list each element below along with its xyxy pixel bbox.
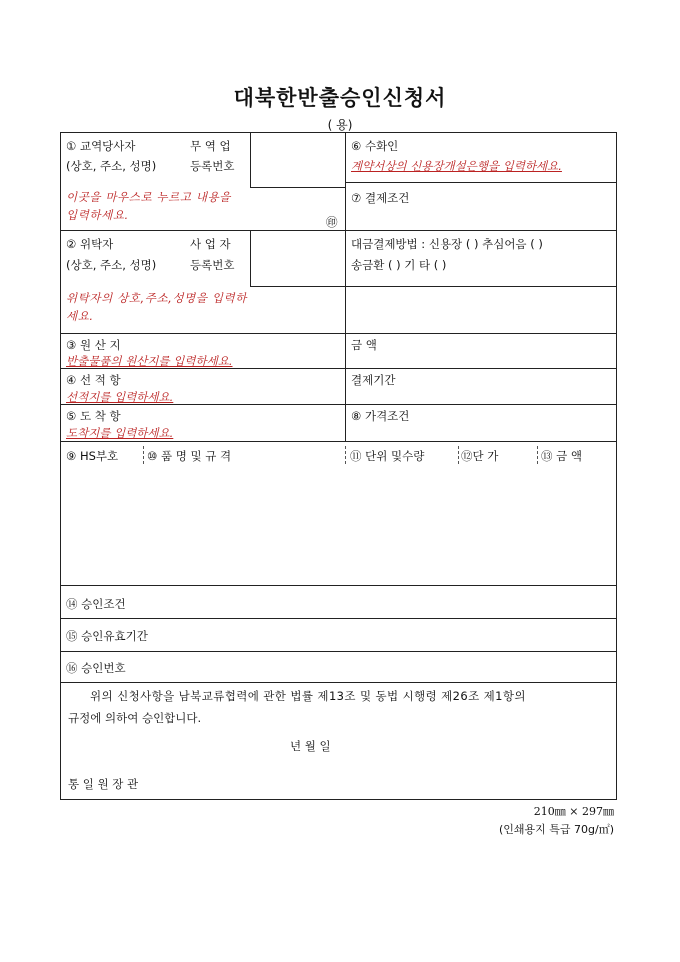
- approval-number-label: ⑯ 승인번호: [66, 661, 126, 675]
- destination-port-input[interactable]: 도착지를 입력하세요.: [66, 426, 174, 440]
- approval-conditions-label: ⑭ 승인조건: [66, 597, 126, 611]
- approval-statement-line2: 규정에 의하여 승인합니다.: [68, 711, 202, 725]
- seal-mark: ㊞: [326, 215, 338, 229]
- business-registration-label: 등록번호: [190, 258, 235, 272]
- destination-port-label: ⑤ 도 착 항: [66, 409, 121, 423]
- approval-validity-label: ⑮ 승인유효기간: [66, 629, 148, 643]
- trader-sublabel: (상호, 주소, 성명): [66, 159, 157, 173]
- form-subtitle: ( 용): [327, 118, 353, 132]
- trade-business-label: 무 역 업: [190, 139, 231, 153]
- approval-statement-line1: 위의 신청사항을 남북교류협력에 관한 법률 제13조 및 동법 시행령 제26조 제1항의: [90, 689, 526, 703]
- trade-registration-label: 등록번호: [190, 159, 235, 173]
- items-input-area[interactable]: [62, 468, 614, 582]
- payment-method-line1: 대금결제방법 : 신용장 ( ) 추심어음 ( ): [351, 237, 543, 251]
- trader-input[interactable]: 이곳을 마우스로 누르고 내용을 입력하세요.: [66, 190, 231, 222]
- paper-size: 210㎜ × 297㎜: [533, 805, 614, 818]
- consignor-input[interactable]: 위탁자의 상호,주소,성명을 입력하세요.: [66, 291, 247, 323]
- consignor-label: ② 위탁자: [66, 237, 114, 251]
- business-label: 사 업 자: [190, 237, 231, 251]
- trader-label: ① 교역당사자: [66, 139, 136, 153]
- origin-input[interactable]: 반출물품의 원산지를 입력하세요.: [66, 354, 233, 368]
- item-spec-header: ⑩ 품 명 및 규 격: [147, 449, 232, 463]
- consignee-label: ⑥ 수화인: [351, 139, 399, 153]
- origin-label: ③ 원 산 지: [66, 338, 121, 352]
- approval-date: 년 월 일: [290, 739, 331, 753]
- unit-quantity-header: ⑪ 단위 및수량: [350, 449, 425, 463]
- payment-period-label: 결제기간: [351, 373, 396, 387]
- hs-code-header: ⑨ HS부호: [66, 449, 119, 463]
- loading-port-label: ④ 선 적 항: [66, 373, 121, 387]
- consignee-input[interactable]: 계약서상의 신용장개설은행을 입력하세요.: [351, 159, 562, 173]
- payment-terms-label: ⑦ 결제조건: [351, 191, 410, 205]
- consignor-sublabel: (상호, 주소, 성명): [66, 258, 157, 272]
- amount-label: 금 액: [351, 338, 377, 352]
- loading-port-input[interactable]: 선적지를 입력하세요.: [66, 390, 174, 404]
- total-amount-header: ⑬ 금 액: [541, 449, 583, 463]
- approver-title: 통 일 원 장 관: [68, 777, 139, 791]
- payment-method-line2: 송금환 ( ) 기 타 ( ): [351, 258, 447, 272]
- paper-spec: (인쇄용지 특급 70g/㎡): [498, 823, 614, 836]
- unit-price-header: ⑫단 가: [461, 449, 499, 463]
- price-terms-label: ⑧ 가격조건: [351, 409, 410, 423]
- form-title: 대북한반출승인신청서: [233, 85, 447, 110]
